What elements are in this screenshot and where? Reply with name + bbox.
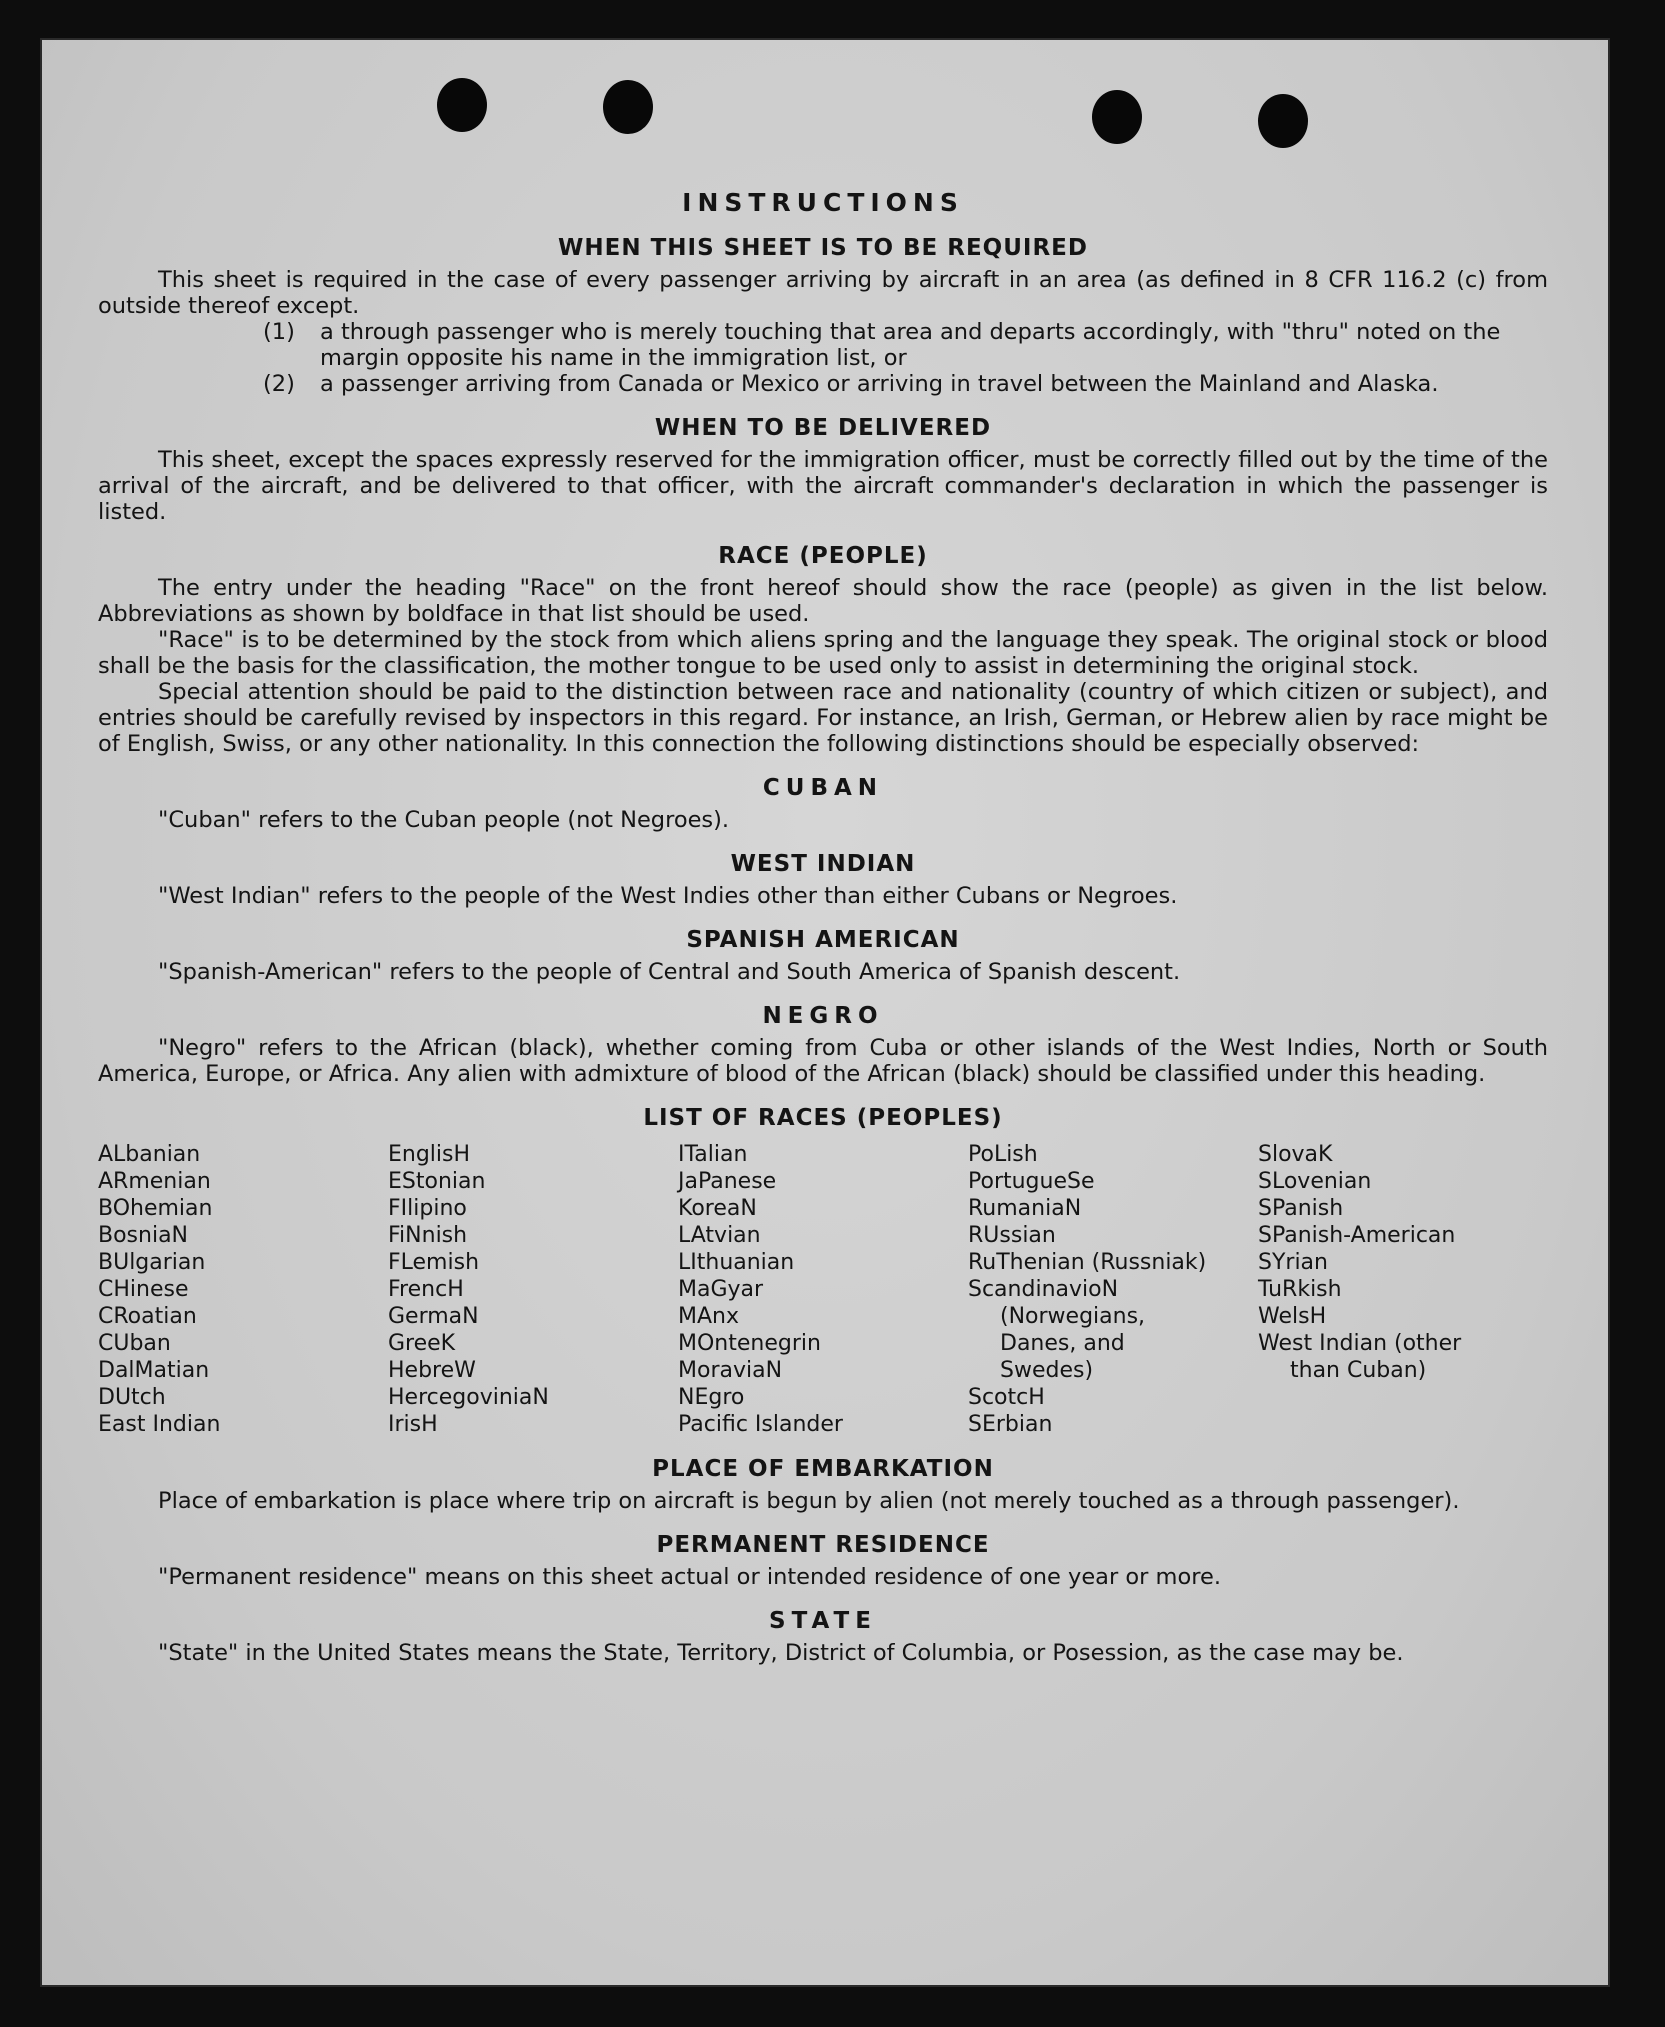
- race-entry: HebreW: [388, 1358, 476, 1383]
- list-item: [98, 371, 1548, 397]
- cuban-text: "Cuban" refers to the Cuban people (not Negroes).: [158, 807, 730, 833]
- race-entry: FiNnish: [388, 1223, 468, 1248]
- race-entry: LAtvian: [678, 1223, 761, 1248]
- embarkation-text: Place of embarkation is place where trip on aircraft is begun by alien (not merely touched as a through passenger).: [158, 1488, 1460, 1514]
- heading-embarkation: PLACE OF EMBARKATION: [652, 1456, 994, 1482]
- race-entry: Danes, and: [1000, 1331, 1125, 1356]
- race-entry: PoLish: [968, 1142, 1038, 1167]
- races-column-1: [98, 1141, 388, 1438]
- list-item: [98, 319, 1548, 371]
- race-entry: ScandinavioN: [968, 1277, 1119, 1302]
- item-text: a through passenger who is merely touching that area and departs accordingly, with "thru" noted on the margin opposite his name in the immigration list, or: [320, 319, 1501, 371]
- heading-state: STATE: [769, 1608, 877, 1634]
- west-indian-text: "West Indian" refers to the people of the West Indies other than either Cubans or Negroes.: [158, 883, 1178, 909]
- race-entry: RUssian: [968, 1223, 1056, 1248]
- punch-hole: [603, 80, 653, 134]
- race-entry: HercegoviniaN: [388, 1385, 549, 1410]
- races-column-5: [1258, 1141, 1548, 1438]
- race-entry: LIthuanian: [678, 1250, 795, 1275]
- punch-hole: [1258, 94, 1308, 148]
- race-entry: EnglisH: [388, 1142, 471, 1167]
- race-entry: GermaN: [388, 1304, 479, 1329]
- race-entry: (Norwegians,: [1000, 1304, 1146, 1329]
- race-entry: Swedes): [1000, 1358, 1094, 1383]
- heading-required: WHEN THIS SHEET IS TO BE REQUIRED: [558, 235, 1088, 261]
- race-paragraph-1: The entry under the heading "Race" on the front hereof should show the race (people) as given in the list below. Abbreviations as shown by boldface in that list should be used.: [98, 575, 1548, 627]
- heading-races-list: LIST OF RACES (PEOPLES): [643, 1105, 1003, 1131]
- race-entry: SLovenian: [1258, 1169, 1372, 1194]
- race-entry: KoreaN: [678, 1196, 757, 1221]
- instructions-content: [98, 142, 1548, 1666]
- required-intro: This sheet is required in the case of every passenger arriving by aircraft in an area (as defined in 8 CFR 116.2 (c) from outside thereof except.: [98, 267, 1548, 319]
- race-paragraph-3: Special attention should be paid to the distinction between race and nationality (country of which citizen or subject), and entries should be carefully revised by inspectors in this regard. For instance, an Irish, German, or Hebrew alien by race might be of English, Swiss, or any other nationality. In this connection the following distinctions should be especially observed:: [98, 679, 1548, 757]
- punch-hole: [1092, 90, 1142, 144]
- negro-text: "Negro" refers to the African (black), whether coming from Cuba or other islands of the West Indies, North or South America, Europe, or Africa. Any alien with admixture of blood of the African (black) should be classified under this heading.: [98, 1035, 1548, 1087]
- race-entry: West Indian (other: [1258, 1331, 1462, 1356]
- race-entry: SlovaK: [1258, 1142, 1333, 1167]
- race-entry: DalMatian: [98, 1358, 210, 1383]
- heading-race: RACE (PEOPLE): [718, 543, 928, 569]
- race-entry: JaPanese: [678, 1169, 777, 1194]
- item-number: (2): [263, 371, 295, 397]
- race-entry: SPanish: [1258, 1196, 1344, 1221]
- race-entry: ITalian: [678, 1142, 748, 1167]
- race-entry: FrencH: [388, 1277, 464, 1302]
- race-entry: PortugueSe: [968, 1169, 1095, 1194]
- heading-spanish-american: SPANISH AMERICAN: [686, 927, 960, 953]
- heading-cuban: CUBAN: [762, 775, 884, 801]
- heading-delivered: WHEN TO BE DELIVERED: [654, 415, 992, 441]
- race-entry: EStonian: [388, 1169, 486, 1194]
- races-column-4: [968, 1141, 1258, 1438]
- race-entry: WelsH: [1258, 1304, 1327, 1329]
- race-entry: CUban: [98, 1331, 171, 1356]
- race-entry: FLemish: [388, 1250, 480, 1275]
- state-text: "State" in the United States means the State, Territory, District of Columbia, or Posession, as the case may be.: [158, 1640, 1404, 1666]
- race-entry: Pacific Islander: [678, 1412, 843, 1437]
- race-entry: SPanish-American: [1258, 1223, 1456, 1248]
- punch-hole: [437, 78, 487, 132]
- race-entry: TuRkish: [1258, 1277, 1342, 1302]
- race-entry: ALbanian: [98, 1142, 201, 1167]
- spanish-american-text: "Spanish-American" refers to the people of Central and South America of Spanish descent.: [158, 959, 1181, 985]
- race-entry: BUlgarian: [98, 1250, 206, 1275]
- race-entry: NEgro: [678, 1385, 745, 1410]
- residence-text: "Permanent residence" means on this sheet actual or intended residence of one year or more.: [158, 1564, 1221, 1590]
- races-list: [98, 1141, 1548, 1438]
- race-entry: SErbian: [968, 1412, 1053, 1437]
- item-number: (1): [263, 319, 295, 345]
- race-entry: IrisH: [388, 1412, 438, 1437]
- race-paragraph-2: "Race" is to be determined by the stock from which aliens spring and the language they speak. The original stock or blood shall be the basis for the classification, the mother tongue to be used only to assist in determining the original stock.: [98, 627, 1548, 679]
- race-entry: FIlipino: [388, 1196, 467, 1221]
- races-column-3: [678, 1141, 968, 1438]
- race-entry: ScotcH: [968, 1385, 1045, 1410]
- race-entry: RuThenian (Russniak): [968, 1250, 1207, 1275]
- heading-residence: PERMANENT RESIDENCE: [656, 1532, 990, 1558]
- item-text: a passenger arriving from Canada or Mexico or arriving in travel between the Mainland and Alaska.: [320, 371, 1439, 397]
- race-entry: GreeK: [388, 1331, 456, 1356]
- races-column-2: [388, 1141, 678, 1438]
- race-entry: MOntenegrin: [678, 1331, 821, 1356]
- race-entry: BOhemian: [98, 1196, 213, 1221]
- heading-west-indian: WEST INDIAN: [730, 851, 916, 877]
- race-entry: MAnx: [678, 1304, 739, 1329]
- race-entry: DUtch: [98, 1385, 166, 1410]
- race-entry: CRoatian: [98, 1304, 197, 1329]
- race-entry: East Indian: [98, 1412, 221, 1437]
- delivered-text: This sheet, except the spaces expressly reserved for the immigration officer, must be correctly filled out by the time of the arrival of the aircraft, and be delivered to that officer, with the aircraft commander's declaration in which the passenger is listed.: [98, 447, 1548, 525]
- race-entry: SYrian: [1258, 1250, 1328, 1275]
- race-entry: ARmenian: [98, 1169, 211, 1194]
- race-entry: BosniaN: [98, 1223, 189, 1248]
- race-entry: RumaniaN: [968, 1196, 1082, 1221]
- exception-list: [98, 319, 1548, 397]
- race-entry: than Cuban): [1290, 1358, 1427, 1383]
- heading-negro: NEGRO: [762, 1003, 884, 1029]
- race-entry: MaGyar: [678, 1277, 764, 1302]
- page-title: INSTRUCTIONS: [682, 188, 964, 217]
- race-entry: MoraviaN: [678, 1358, 783, 1383]
- race-entry: CHinese: [98, 1277, 189, 1302]
